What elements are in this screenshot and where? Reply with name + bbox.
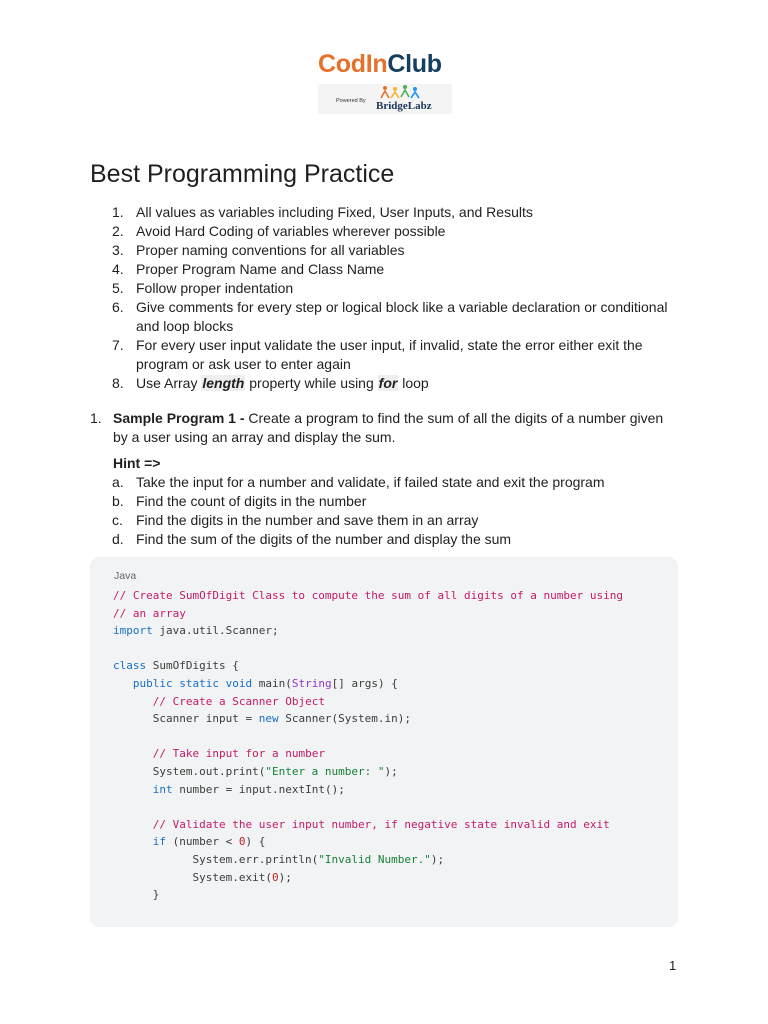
code-token: int [152, 782, 173, 796]
list-item [112, 203, 672, 222]
hint-title: Hint => [113, 455, 161, 471]
list-item [112, 298, 672, 336]
code-token: 0 [271, 870, 279, 884]
list-item-text: For every user input validate the user input, if invalid, state the error either exit the program or ask user to enter again [136, 337, 643, 372]
code-line [113, 871, 292, 884]
list-item [112, 279, 672, 298]
list-item-text-mid: property while using [245, 375, 378, 391]
hint-letter: c. [112, 512, 123, 528]
hint-item [112, 530, 672, 549]
hint-text: Find the digits in the number and save them in an array [136, 512, 479, 528]
code-block [90, 557, 678, 927]
code-token: ); [430, 852, 445, 866]
code-language-label: Java [114, 570, 137, 582]
page-number: 1 [669, 958, 677, 973]
list-number: 1. [112, 204, 124, 220]
program-title: Sample Program 1 - [113, 410, 245, 426]
code-token [219, 677, 226, 690]
list-item-text: Avoid Hard Coding of variables wherever possible [136, 223, 446, 239]
code-token: String [291, 676, 332, 690]
code-token: } [113, 888, 160, 902]
code-token: import [113, 624, 153, 638]
code-token: ); [384, 764, 398, 778]
list-number: 5. [112, 280, 124, 296]
code-token: number = input.nextInt(); [172, 782, 345, 796]
code-token: // an array [113, 606, 186, 620]
code-token: new [258, 712, 279, 726]
sample-program-description [90, 409, 680, 447]
code-token: Scanner input = [113, 712, 259, 726]
list-item [112, 241, 672, 260]
list-item [112, 336, 672, 374]
code-token: "Enter a number: " [265, 764, 385, 778]
powered-by-text: Powered By [336, 98, 366, 104]
code-token: "Invalid Number." [318, 852, 431, 866]
code-token [113, 677, 133, 690]
code-token: main( [252, 676, 292, 690]
code-line [113, 659, 239, 672]
code-line [113, 783, 345, 796]
code-token: (number < [166, 835, 239, 849]
hint-text: Find the sum of the digits of the number and display the sum [136, 531, 512, 547]
code-line [113, 607, 186, 620]
code-line [113, 624, 279, 637]
best-practices-list [112, 203, 672, 393]
code-token: // Create SumOfDigit Class to compute the sum of all digits of a number using [113, 589, 623, 602]
list-item-text: All values as variables including Fixed, User Inputs, and Results [136, 204, 533, 220]
list-item [112, 222, 672, 241]
code-token: // Take input for a number [152, 747, 325, 761]
list-number: 8. [112, 375, 124, 391]
code-token: System.out.print( [113, 764, 266, 778]
code-token [113, 783, 153, 796]
list-item-text-pre: Use Array [136, 375, 202, 391]
bridgelabz-text: BridgeLabz [376, 100, 432, 112]
hint-text: Find the count of digits in the number [136, 493, 367, 509]
code-line [113, 853, 444, 866]
hint-letter: b. [112, 493, 124, 509]
for-keyword: for [378, 375, 398, 391]
code-token: System.err.println( [113, 852, 319, 866]
code-token [113, 695, 153, 708]
list-item [112, 260, 672, 279]
bridgelabz-logo [318, 84, 452, 114]
logo-title-part1: CodIn [318, 50, 388, 78]
length-keyword: length [202, 375, 245, 391]
code-line [113, 888, 159, 901]
list-item-text: Proper naming conventions for all variables [136, 242, 405, 258]
code-token: ) { [245, 835, 266, 849]
list-item-text: Follow proper indentation [136, 280, 294, 296]
list-item-text: Proper Program Name and Class Name [136, 261, 385, 277]
code-line [113, 677, 398, 690]
code-line [113, 695, 325, 708]
code-token [113, 835, 153, 848]
code-line [113, 818, 610, 831]
list-item-text: Give comments for every step or logical block like a variable declaration or conditional and loop blocks [136, 299, 668, 334]
program-number: 1. [90, 410, 102, 426]
code-token: if [152, 835, 166, 849]
code-line [113, 765, 398, 778]
list-item [112, 374, 672, 393]
list-number: 4. [112, 261, 124, 277]
logo-title [318, 50, 442, 79]
page-title: Best Programming Practice [90, 160, 395, 188]
list-item-text-post: loop [398, 375, 429, 391]
code-token: // Validate the user input number, if negative state invalid and exit [152, 817, 610, 831]
code-token: Scanner(System.in); [278, 712, 412, 726]
list-number: 7. [112, 337, 124, 353]
code-token: ); [278, 870, 292, 884]
code-token: System.exit( [113, 870, 272, 884]
code-token: 0 [238, 835, 246, 849]
code-token: public [132, 676, 173, 690]
hint-list [112, 473, 672, 549]
hint-letter: a. [112, 474, 124, 490]
list-number: 3. [112, 242, 124, 258]
codinclub-logo [318, 50, 458, 116]
hint-item [112, 511, 672, 530]
code-line [113, 835, 265, 848]
code-token [113, 747, 153, 760]
hint-letter: d. [112, 531, 124, 547]
code-content [113, 587, 623, 904]
code-token: SumOfDigits { [146, 659, 239, 673]
code-token: java.util.Scanner; [152, 624, 279, 638]
code-token: static [179, 676, 219, 690]
list-number: 2. [112, 223, 124, 239]
people-figures-icon [378, 85, 422, 99]
code-token [113, 818, 153, 831]
hint-text: Take the input for a number and validate, if failed state and exit the program [136, 474, 605, 490]
program-description: Create a program to find the sum of all the digits of a number given by a user using an array and display the sum. [113, 410, 664, 445]
code-token: [] args) { [331, 676, 398, 690]
hint-item [112, 473, 672, 492]
code-token: // Create a Scanner Object [152, 694, 325, 708]
list-number: 6. [112, 299, 124, 315]
code-token: void [225, 676, 253, 690]
logo-title-part2: Club [387, 50, 442, 78]
code-line [113, 747, 325, 760]
code-line [113, 589, 623, 602]
hint-item [112, 492, 672, 511]
code-token: class [113, 659, 147, 673]
code-line [113, 712, 411, 725]
